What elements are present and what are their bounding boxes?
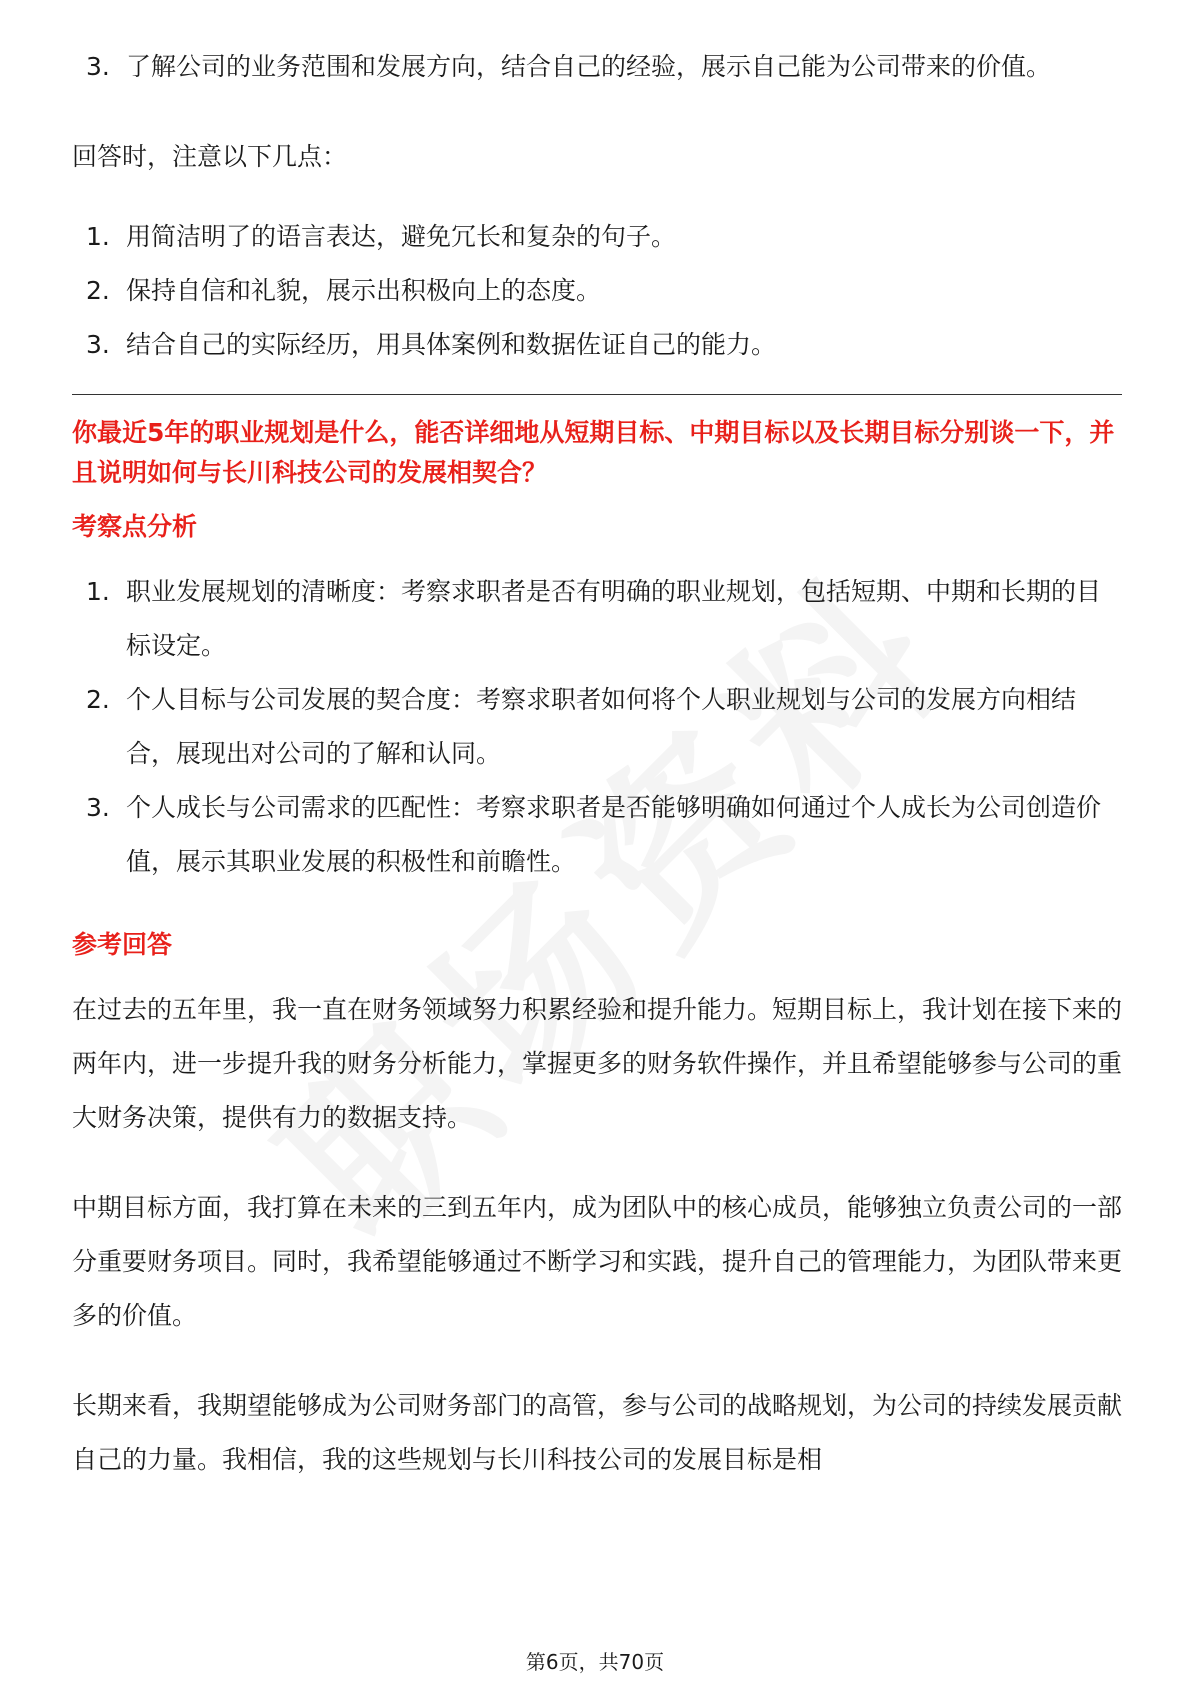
list-number: 1.: [86, 577, 110, 606]
list-item: [72, 264, 1122, 318]
list-item: [72, 40, 1122, 94]
list-item: [72, 565, 1122, 673]
answer-tips-intro: 回答时，注意以下几点：: [72, 142, 348, 171]
list-item: [72, 673, 1122, 781]
list-text: 个人目标与公司发展的契合度：考察求职者如何将个人职业规划与公司的发展方向相结合，展现出对公司的了解和认同。: [126, 685, 1077, 768]
page-footer: 第6页，共70页: [525, 1650, 665, 1674]
answer-tips-list: [72, 210, 1122, 372]
list-text: 了解公司的业务范围和发展方向，结合自己的经验，展示自己能为公司带来的价值。: [126, 52, 1052, 81]
analysis-heading: 考察点分析: [72, 512, 198, 541]
continued-list: [72, 40, 1122, 94]
list-number: 3.: [86, 330, 110, 359]
list-text: 个人成长与公司需求的匹配性：考察求职者是否能够明确如何通过个人成长为公司创造价值，展示其职业发展的积极性和前瞻性。: [126, 793, 1102, 876]
interview-question: 你最近5年的职业规划是什么，能否详细地从短期目标、中期目标以及长期目标分别谈一下，并且说明如何与长川科技公司的发展相契合？: [72, 418, 1115, 487]
section-divider: [72, 394, 1122, 395]
list-text: 职业发展规划的清晰度：考察求职者是否有明确的职业规划，包括短期、中期和长期的目标设定。: [126, 577, 1102, 660]
list-text: 保持自信和礼貌，展示出积极向上的态度。: [126, 276, 602, 305]
page-content: [72, 40, 1122, 1487]
list-item: [72, 210, 1122, 264]
reference-paragraph: 中期目标方面，我打算在未来的三到五年内，成为团队中的核心成员，能够独立负责公司的一部分重要财务项目。同时，我希望能够通过不断学习和实践，提升自己的管理能力，为团队带来更多的价值。: [72, 1193, 1123, 1330]
list-item: [72, 318, 1122, 372]
reference-paragraph: 长期来看，我期望能够成为公司财务部门的高管，参与公司的战略规划，为公司的持续发展贡献自己的力量。我相信，我的这些规划与长川科技公司的发展目标是相: [72, 1391, 1123, 1474]
list-item: [72, 781, 1122, 889]
list-number: 3.: [86, 793, 110, 822]
list-number: 2.: [86, 685, 110, 714]
list-text: 用简洁明了的语言表达，避免冗长和复杂的句子。: [126, 222, 677, 251]
reference-paragraph: 在过去的五年里，我一直在财务领域努力积累经验和提升能力。短期目标上，我计划在接下来的两年内，进一步提升我的财务分析能力，掌握更多的财务软件操作，并且希望能够参与公司的重大财务决策，提供有力的数据支持。: [72, 995, 1123, 1132]
list-number: 1.: [86, 222, 110, 251]
analysis-points-list: [72, 565, 1122, 889]
list-text: 结合自己的实际经历，用具体案例和数据佐证自己的能力。: [126, 330, 777, 359]
list-number: 3.: [86, 52, 110, 81]
reference-heading: 参考回答: [72, 930, 173, 959]
list-number: 2.: [86, 276, 110, 305]
